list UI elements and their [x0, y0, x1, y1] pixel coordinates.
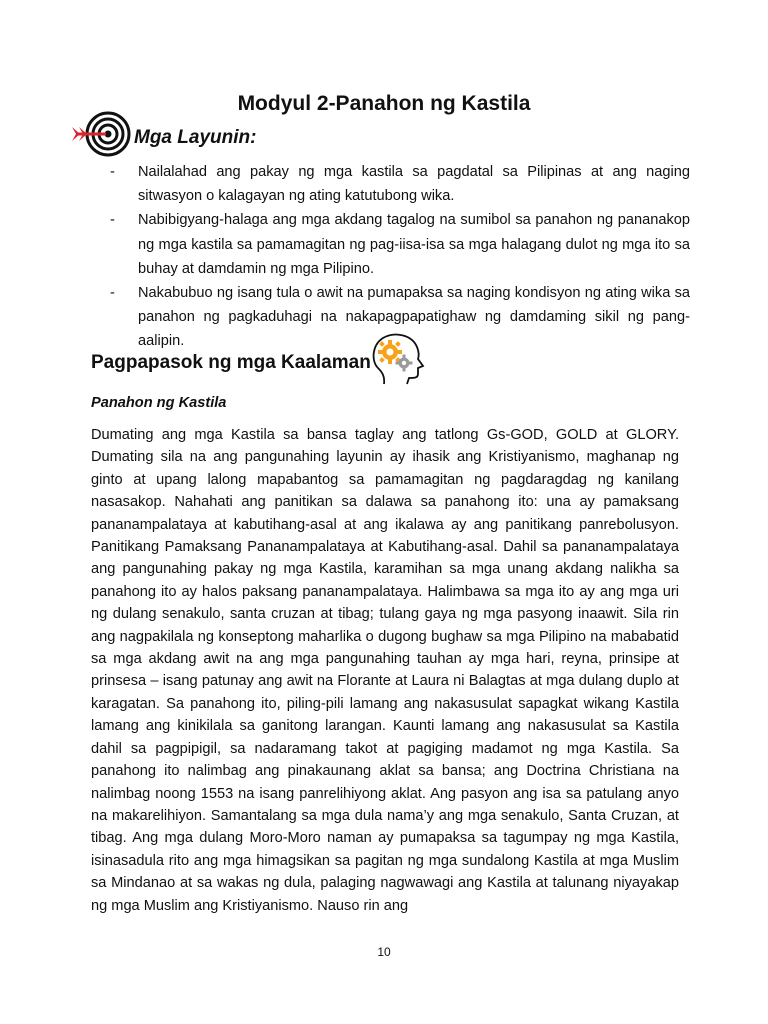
objective-item — [110, 208, 690, 281]
bullet-dash: - — [110, 285, 115, 302]
page-number: 10 — [377, 945, 391, 959]
objective-item — [110, 160, 690, 208]
head-gears-icon — [368, 330, 428, 386]
subheading: Panahon ng Kastila — [91, 395, 227, 411]
section-heading: Pagpapasok ng mga Kaalaman — [91, 352, 371, 373]
gear-orange — [378, 340, 402, 364]
objective-text: Nabibigyang-halaga ang mga akdang tagalog na sumibol sa panahon ng pananakop ng mga kastila sa pamamagitan ng pag-iisa-isa sa mga halagang dulot ng mga ito sa buhay at damdamin ng mga Pilipino. — [138, 212, 690, 277]
objectives-heading: Mga Layunin: — [134, 127, 257, 148]
body-paragraph: Dumating ang mga Kastila sa bansa taglay ang tatlong Gs-GOD, GOLD at GLORY. Dumating sila na ang pangunahing layunin ay ihasik ang Kristiyanismo, maghanap ng ginto at upang lalong mapabantog sa pamamagitan ng pagdaragdag ng kanilang nasasakop. Nahahati ang panitikan sa dalawa sa panahong ito: una ay pamaksang pananampalataya at kabutihang-asal at ang ikalawa ay ang panitikang panrebolusyon. Panitikang Pamaksang Pananampalataya at Kabutihang-asal. Dahil sa pananampalataya ang pangunahing pakay ng mga Kastila, karamihan sa mga unang akdang nalikha sa panahong ito ay halos paksang pananampalataya. Halimbawa sa mga ito ay ang mga uri ng dulang senakulo, santa cruzan at tibag; tulang gaya ng mga pasyong inaawit. Sila rin ang nagpakilala ng konseptong maharlika o dugong bughaw sa mga Pilipino na mababatid sa mga akdang awit na ang mga pangunahing tauhan ay mga hari, reyna, prinsipe at prinsesa – isang patunay ang awit na Florante at Laura ni Balagtas at mga dulang duplo at karagatan. Sa panahong ito, piling-pili lamang ang nakasusulat sapagkat wikang Kastila lamang ang kinikilala sa ganitong larangan. Kaunti lamang ang nakasusulat sa Kastila dahil sa pagpipigil, sa nadaramang takot at pagiging madamot ng mga Kastila. Sa panahong ito nalimbag ang pinakaunang aklat sa bansa; ang Doctrina Christiana na nalimbag noong 1553 na isang panrelihiyong aklat. Ang pasyon ang isa sa patulang anyo na makarelihiyon. Samantalang sa mga dula nama’y ang mga senakulo, Santa Cruzan, at tibag. Ang mga dulang Moro-Moro naman ay pumapaksa sa tagumpay ng mga Kastila, isinasadula rito ang mga himagsikan sa pagitan ng mga sundalong Kastila at mga Muslim sa Mindanao at sa wakas ng dula, palaging nagwawagi ang Kastila at talunang niyayakap ng mga Muslim ang Kristiyanismo. Nauso rin ang — [91, 427, 679, 914]
gear-gray — [396, 355, 413, 372]
objective-text: Nailalahad ang pakay ng mga kastila sa pagdatal sa Pilipinas at ang naging sitwasyon o kalagayan ng ating katutubong wika. — [138, 164, 690, 205]
objectives-list — [110, 160, 690, 354]
target-arrow-icon — [70, 108, 132, 160]
bullet-dash: - — [110, 164, 115, 180]
module-title: Modyul 2-Panahon ng Kastila — [237, 92, 531, 115]
objective-text: Nakabubuo ng isang tula o awit na pumapaksa sa naging kondisyon ng ating wika sa panahon ng pagkaduhagi na nakapagpapatighaw ng damdaming sikil ng pang-aalipin. — [138, 285, 690, 350]
bullet-dash: - — [110, 212, 115, 229]
